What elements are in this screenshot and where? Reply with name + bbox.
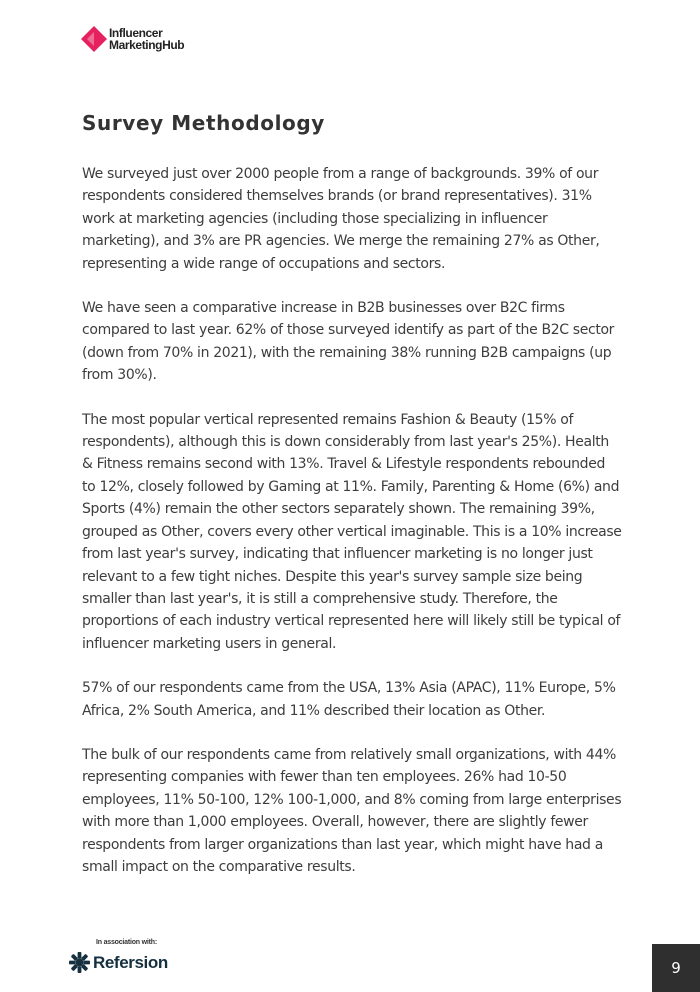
body-text xyxy=(82,163,622,900)
refersion-logo-icon xyxy=(69,952,90,973)
logo-wordmark xyxy=(109,27,184,51)
refersion-wordmark: Refersion xyxy=(93,952,168,972)
paragraph-b2b-b2c: We have seen a comparative increase in B2B businesses over B2C firms compared to last year. 62% of those surveyed identify as part of the B2C sector (down from 70% in 2021), with the remaining 38% running B2B campaigns (up from 30%). xyxy=(82,300,615,384)
page-number: 9 xyxy=(652,944,700,992)
influencer-marketing-hub-logo xyxy=(81,26,184,52)
association-label: In association with: xyxy=(96,939,157,946)
influencer-marketing-hub-logo-icon xyxy=(81,26,107,52)
paragraph-verticals: The most popular vertical represented remains Fashion & Beauty (15% of respondents), although this is down considerably from last year's 25%). Health & Fitness remains second with 13%. Travel & Lifestyle respondents rebounded to 12%, closely followed by Gaming at 11%. Family, Parenting & Home (6%) and Sports (4%) remain the other sectors separately shown. The remaining 39%, grouped as Other, covers every other vertical imaginable. This is a 10% increase from last year's survey, indicating that influencer marketing is no longer just relevant to a few tight niches. Despite this year's survey sample size being smaller than last year's, it is still a comprehensive study. Therefore, the proportions of each industry vertical represented here will likely still be typical of influencer marketing users in general. xyxy=(82,411,622,652)
logo-line-1: Influencer xyxy=(109,26,163,40)
logo-line-2: MarketingHub xyxy=(109,38,185,52)
page-title: Survey Methodology xyxy=(82,111,325,135)
paragraph-locations: 57% of our respondents came from the USA, 13% Asia (APAC), 11% Europe, 5% Africa, 2% South America, and 11% described their location as Other. xyxy=(82,680,616,719)
paragraph-respondent-types: We surveyed just over 2000 people from a range of backgrounds. 39% of our respondents considered themselves brands (or brand representatives). 31% work at marketing agencies (including those specializing in influencer marketing), and 3% are PR agencies. We merge the remaining 27% as Other, representing a wide range of occupations and sectors. xyxy=(82,166,600,272)
refersion-logo xyxy=(69,952,168,973)
paragraph-organization-size: The bulk of our respondents came from relatively small organizations, with 44% representing companies with fewer than ten employees. 26% had 10-50 employees, 11% 50-100, 12% 100-1,000, and 8% coming from large enterprises with more than 1,000 employees. Overall, however, there are slightly fewer respondents from larger organizations than last year, which might have had a small impact on the comparative results. xyxy=(82,746,622,875)
